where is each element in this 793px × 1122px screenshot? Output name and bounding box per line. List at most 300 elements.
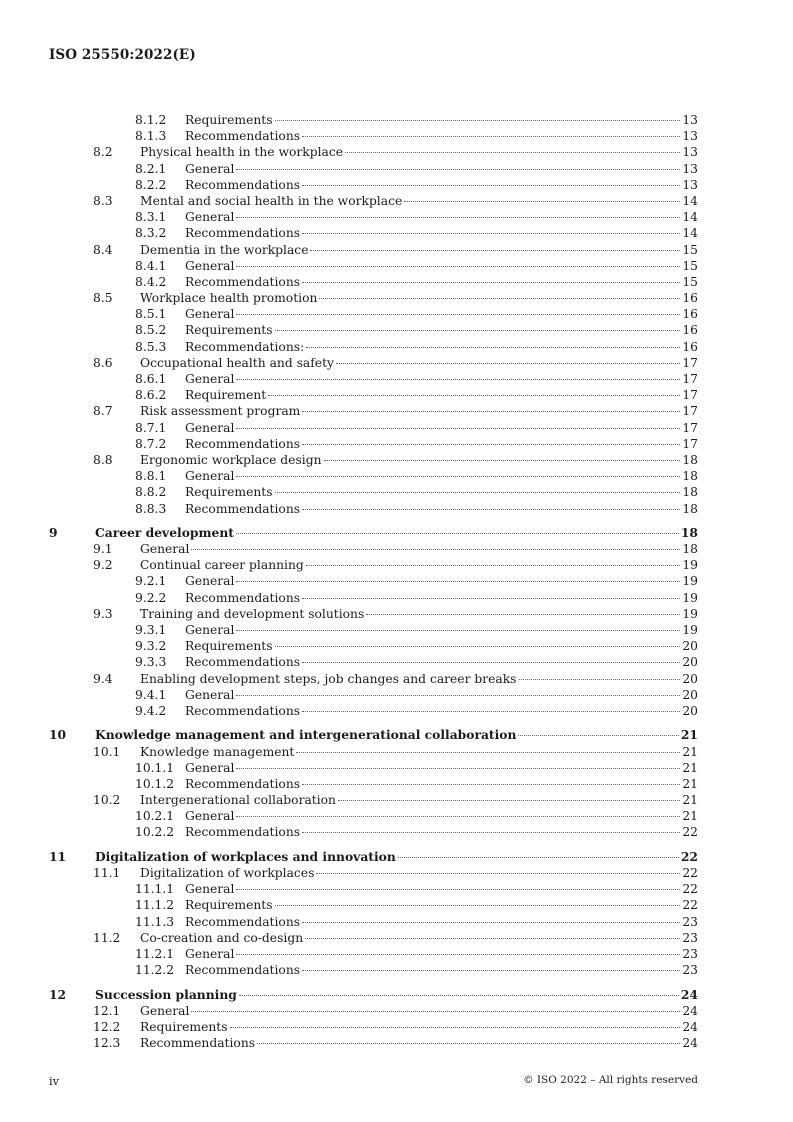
toc-entry[interactable] bbox=[0, 193, 793, 209]
toc-entry-title: General bbox=[185, 420, 235, 435]
toc-entry-title: General bbox=[185, 809, 235, 824]
toc-entry-title: Digitalization of workplaces bbox=[140, 866, 315, 880]
toc-entry-number: 11.1.2 bbox=[135, 898, 175, 913]
toc-entry-page: 17 bbox=[682, 355, 698, 370]
toc-entry-line bbox=[95, 987, 698, 1003]
toc-entry-page: 22 bbox=[682, 898, 698, 913]
toc-entry[interactable] bbox=[0, 322, 793, 338]
toc-entry-page: 22 bbox=[680, 848, 698, 864]
toc-entry-title: Training and development solutions bbox=[140, 606, 365, 621]
toc-entry-page: 18 bbox=[680, 524, 698, 540]
dot-leader bbox=[230, 1027, 681, 1028]
toc-entry-page: 21 bbox=[682, 793, 698, 808]
toc-entry-number: 8.6 bbox=[93, 355, 113, 370]
toc-entry-line bbox=[140, 290, 698, 306]
toc-entry[interactable] bbox=[0, 865, 793, 881]
toc-entry-number: 10 bbox=[49, 727, 67, 743]
toc-entry-line bbox=[185, 760, 698, 776]
toc-entry[interactable] bbox=[0, 687, 793, 703]
toc-entry-title: Recommendations bbox=[185, 129, 301, 144]
page-number-label: iv bbox=[49, 1074, 60, 1088]
dot-leader bbox=[236, 768, 680, 769]
dot-leader bbox=[302, 598, 680, 599]
dot-leader bbox=[302, 922, 680, 923]
toc-entry[interactable] bbox=[0, 881, 793, 897]
toc-entry-line bbox=[185, 274, 698, 290]
toc-entry-title: Knowledge management and intergenerational collaboration bbox=[95, 727, 517, 743]
toc-entry[interactable] bbox=[0, 1003, 793, 1019]
dot-leader bbox=[236, 954, 680, 955]
toc-entry-page: 13 bbox=[682, 177, 698, 192]
toc-entry-title: Recommendations bbox=[185, 501, 301, 516]
toc-entry[interactable] bbox=[0, 177, 793, 193]
toc-entry[interactable] bbox=[0, 161, 793, 177]
toc-entry-page: 24 bbox=[682, 1036, 698, 1051]
toc-entry-number: 8.2 bbox=[93, 145, 113, 160]
dot-leader bbox=[275, 646, 681, 647]
toc-entry-title: Digitalization of workplaces and innovation bbox=[95, 848, 396, 864]
toc-entry[interactable] bbox=[0, 258, 793, 274]
toc-entry[interactable] bbox=[0, 760, 793, 776]
toc-chapter-entry[interactable] bbox=[0, 727, 793, 743]
dot-leader bbox=[306, 565, 681, 566]
toc-entry[interactable] bbox=[0, 703, 793, 719]
toc-entry-title: Mental and social health in the workplace bbox=[140, 193, 403, 208]
toc-entry-line bbox=[185, 468, 698, 484]
copyright-notice: © ISO 2022 – All rights reserved bbox=[523, 1074, 698, 1086]
toc-entry-page: 22 bbox=[682, 882, 698, 897]
dot-leader bbox=[336, 363, 680, 364]
dot-leader bbox=[319, 298, 680, 299]
toc-entry-page: 15 bbox=[682, 274, 698, 289]
toc-entry[interactable] bbox=[0, 290, 793, 306]
toc-entry-title: Requirements bbox=[185, 639, 273, 654]
toc-entry-title: Enabling development steps, job changes and career breaks bbox=[140, 671, 517, 686]
toc-entry-page: 17 bbox=[682, 404, 698, 419]
toc-entry-title: Requirements bbox=[140, 1019, 228, 1034]
dot-leader bbox=[236, 379, 680, 380]
toc-entry-line bbox=[140, 865, 698, 881]
toc-entry-line bbox=[185, 881, 698, 897]
dot-leader bbox=[236, 695, 680, 696]
toc-entry[interactable] bbox=[0, 776, 793, 792]
toc-entry-page: 22 bbox=[682, 866, 698, 880]
dot-leader bbox=[236, 581, 680, 582]
toc-entry-page: 21 bbox=[682, 809, 698, 824]
toc-entry-page: 20 bbox=[682, 671, 698, 686]
toc-entry-number: 9.3.1 bbox=[135, 623, 167, 637]
toc-entry-page: 24 bbox=[680, 986, 698, 1002]
toc-entry-title: General bbox=[185, 210, 235, 225]
toc-entry-number: 8.5.1 bbox=[135, 307, 167, 322]
toc-entry-title: Occupational health and safety bbox=[140, 355, 334, 370]
toc-entry-title: General bbox=[185, 687, 235, 702]
toc-entry-title: Recommendations bbox=[185, 825, 301, 840]
toc-entry-page: 17 bbox=[682, 436, 698, 451]
toc-entry-line bbox=[140, 403, 698, 419]
toc-entry-number: 8.3.2 bbox=[135, 226, 167, 241]
toc-entry-page: 18 bbox=[682, 485, 698, 500]
toc-entry[interactable] bbox=[0, 144, 793, 160]
toc-chapter-entry[interactable] bbox=[0, 987, 793, 1003]
toc-entry[interactable] bbox=[0, 306, 793, 322]
toc-entry-page: 14 bbox=[682, 210, 698, 225]
toc-entry-title: Recommendations bbox=[185, 177, 301, 192]
dot-leader bbox=[236, 816, 680, 817]
toc-entry-number: 9.3 bbox=[93, 606, 113, 621]
toc-entry-number: 8.1.2 bbox=[135, 113, 167, 127]
toc-entry-title: Requirements bbox=[185, 323, 273, 338]
toc-entry-line bbox=[140, 606, 698, 622]
toc-entry-title: Succession planning bbox=[95, 986, 237, 1002]
dot-leader bbox=[236, 533, 679, 534]
toc-entry[interactable] bbox=[0, 824, 793, 840]
toc-entry-page: 17 bbox=[682, 388, 698, 403]
toc-entry-title: Recommendations bbox=[185, 776, 301, 791]
toc-entry-page: 18 bbox=[682, 452, 698, 467]
dot-leader bbox=[302, 509, 680, 510]
toc-entry-number: 8.5 bbox=[93, 291, 113, 306]
dot-leader bbox=[275, 330, 681, 331]
dot-leader bbox=[302, 136, 680, 137]
toc-entry-line bbox=[185, 177, 698, 193]
toc-entry[interactable] bbox=[0, 946, 793, 962]
toc-entry[interactable] bbox=[0, 622, 793, 638]
toc-entry-line bbox=[185, 962, 698, 978]
toc-chapter-entry[interactable] bbox=[0, 849, 793, 865]
toc-entry-line bbox=[185, 258, 698, 274]
toc-entry-page: 19 bbox=[682, 558, 698, 573]
toc-entry-title: Recommendations bbox=[185, 963, 301, 978]
toc-entry[interactable] bbox=[0, 654, 793, 670]
toc-entry-title: Recommendations bbox=[185, 914, 301, 929]
toc-entry-line bbox=[185, 687, 698, 703]
toc-entry-number: 8.8.3 bbox=[135, 501, 167, 516]
toc-entry-number: 9.4.1 bbox=[135, 687, 167, 702]
toc-entry-line bbox=[140, 452, 698, 468]
toc-entry[interactable] bbox=[0, 452, 793, 468]
toc-entry-title: Continual career planning bbox=[140, 558, 304, 573]
toc-entry-number: 8.4.1 bbox=[135, 258, 167, 273]
dot-leader bbox=[398, 857, 679, 858]
toc-entry-number: 9.3.3 bbox=[135, 655, 167, 670]
toc-entry-number: 8.7.2 bbox=[135, 436, 167, 451]
toc-entry[interactable] bbox=[0, 897, 793, 913]
toc-entry[interactable] bbox=[0, 403, 793, 419]
toc-entry[interactable] bbox=[0, 209, 793, 225]
toc-entry-line bbox=[140, 355, 698, 371]
toc-entry-title: Risk assessment program bbox=[140, 404, 301, 419]
toc-entry-number: 8.7.1 bbox=[135, 420, 167, 435]
toc-entry[interactable] bbox=[0, 225, 793, 241]
toc-entry-line bbox=[185, 946, 698, 962]
dot-leader bbox=[191, 549, 680, 550]
toc-entry-number: 11 bbox=[49, 848, 67, 864]
toc-entry[interactable] bbox=[0, 541, 793, 557]
dot-leader bbox=[302, 411, 680, 412]
toc-entry-line bbox=[185, 484, 698, 500]
toc-entry-number: 8.8.1 bbox=[135, 469, 167, 484]
dot-leader bbox=[305, 938, 680, 939]
toc-entry-page: 15 bbox=[682, 258, 698, 273]
toc-entry-number: 12.2 bbox=[93, 1019, 121, 1034]
toc-entry-line bbox=[185, 322, 698, 338]
toc-entry-line bbox=[185, 387, 698, 403]
toc-entry[interactable] bbox=[0, 638, 793, 654]
toc-entry-title: Workplace health promotion bbox=[140, 291, 318, 306]
toc-entry-number: 8.6.2 bbox=[135, 388, 167, 403]
dot-leader bbox=[236, 630, 680, 631]
dot-leader bbox=[257, 1043, 680, 1044]
toc-entry-page: 19 bbox=[682, 623, 698, 637]
toc-entry-line bbox=[185, 128, 698, 144]
toc-entry[interactable] bbox=[0, 744, 793, 760]
toc-entry-title: General bbox=[185, 760, 235, 775]
toc-entry[interactable] bbox=[0, 606, 793, 622]
toc-entry[interactable] bbox=[0, 573, 793, 589]
toc-entry-line bbox=[95, 727, 698, 743]
toc-entry-title: Intergenerational collaboration bbox=[140, 793, 336, 808]
toc-entry-line bbox=[185, 776, 698, 792]
toc-entry[interactable] bbox=[0, 420, 793, 436]
toc-entry[interactable] bbox=[0, 468, 793, 484]
dot-leader bbox=[296, 752, 680, 753]
toc-entry-number: 8.1.3 bbox=[135, 129, 167, 144]
toc-entry-title: General bbox=[185, 469, 235, 484]
toc-entry[interactable] bbox=[0, 590, 793, 606]
dot-leader bbox=[275, 492, 681, 493]
dot-leader bbox=[519, 679, 681, 680]
toc-entry-number: 8.6.1 bbox=[135, 372, 167, 386]
toc-entry-page: 16 bbox=[682, 339, 698, 354]
toc-entry-page: 16 bbox=[682, 291, 698, 306]
toc-entry[interactable] bbox=[0, 387, 793, 403]
toc-entry-number: 9.4 bbox=[93, 671, 113, 686]
dot-leader bbox=[191, 1011, 680, 1012]
toc-entry-line bbox=[185, 306, 698, 322]
toc-entry[interactable] bbox=[0, 1035, 793, 1051]
toc-entry-line bbox=[140, 744, 698, 760]
dot-leader bbox=[302, 662, 680, 663]
toc-entry[interactable] bbox=[0, 112, 793, 128]
dot-leader bbox=[324, 460, 681, 461]
toc-entry-page: 20 bbox=[682, 639, 698, 654]
dot-leader bbox=[316, 873, 680, 874]
toc-entry-number: 11.1.1 bbox=[135, 882, 175, 897]
toc-entry[interactable] bbox=[0, 962, 793, 978]
toc-entry-page: 19 bbox=[682, 574, 698, 589]
toc-entry-line bbox=[185, 573, 698, 589]
toc-entry-title: General bbox=[185, 623, 235, 637]
toc-entry-page: 19 bbox=[682, 606, 698, 621]
toc-entry-number: 12.3 bbox=[93, 1036, 121, 1051]
toc-entry[interactable] bbox=[0, 484, 793, 500]
toc-entry-title: Recommendations bbox=[185, 590, 301, 605]
toc-entry[interactable] bbox=[0, 436, 793, 452]
toc-entry[interactable] bbox=[0, 371, 793, 387]
toc-entry-title: General bbox=[185, 372, 235, 386]
toc-entry-page: 17 bbox=[682, 420, 698, 435]
toc-entry-page: 20 bbox=[682, 687, 698, 702]
dot-leader bbox=[345, 152, 680, 153]
toc-entry-number: 8.7 bbox=[93, 404, 113, 419]
toc-entry-number: 9.4.2 bbox=[135, 703, 167, 718]
toc-entry-number: 9.2.2 bbox=[135, 590, 167, 605]
toc-entry-title: General bbox=[185, 307, 235, 322]
toc-entry-line bbox=[95, 849, 698, 865]
dot-leader bbox=[366, 614, 680, 615]
toc-entry-title: Recommendations bbox=[185, 703, 301, 718]
toc-entry-number: 8.4 bbox=[93, 242, 113, 257]
toc-entry-title: Physical health in the workplace bbox=[140, 145, 344, 160]
toc-entry[interactable] bbox=[0, 808, 793, 824]
dot-leader bbox=[302, 832, 680, 833]
toc-entry[interactable] bbox=[0, 671, 793, 687]
toc-entry-page: 21 bbox=[682, 744, 698, 759]
toc-entry[interactable] bbox=[0, 914, 793, 930]
toc-entry-title: Knowledge management bbox=[140, 744, 295, 759]
dot-leader bbox=[306, 347, 680, 348]
toc-entry-title: Requirements bbox=[185, 485, 273, 500]
toc-entry-page: 16 bbox=[682, 323, 698, 338]
toc-entry-number: 10.1.1 bbox=[135, 760, 175, 775]
toc-entry[interactable] bbox=[0, 930, 793, 946]
dot-leader bbox=[236, 428, 680, 429]
toc-entry-line bbox=[185, 897, 698, 913]
dot-leader bbox=[302, 711, 680, 712]
toc-entry-title: General bbox=[185, 574, 235, 589]
toc-entry-page: 18 bbox=[682, 469, 698, 484]
toc-entry[interactable] bbox=[0, 242, 793, 258]
toc-entry-page: 13 bbox=[682, 161, 698, 176]
toc-entry-line bbox=[185, 225, 698, 241]
toc-entry-title: Recommendations bbox=[185, 226, 301, 241]
toc-entry[interactable] bbox=[0, 1019, 793, 1035]
dot-leader bbox=[302, 444, 680, 445]
toc-entry-number: 8.3 bbox=[93, 193, 113, 208]
toc-entry-line bbox=[185, 420, 698, 436]
toc-entry-page: 23 bbox=[682, 946, 698, 961]
toc-entry-line bbox=[185, 638, 698, 654]
toc-entry-title: Requirements bbox=[185, 113, 273, 127]
toc-entry-page: 16 bbox=[682, 307, 698, 322]
toc-entry-line bbox=[140, 557, 698, 573]
toc-entry[interactable] bbox=[0, 339, 793, 355]
toc-entry-number: 8.3.1 bbox=[135, 210, 167, 225]
dot-leader bbox=[236, 169, 680, 170]
toc-entry-line bbox=[185, 112, 698, 128]
toc-entry-title: General bbox=[185, 161, 235, 176]
dot-leader bbox=[236, 266, 680, 267]
dot-leader bbox=[302, 282, 680, 283]
toc-entry-line bbox=[185, 914, 698, 930]
toc-entry[interactable] bbox=[0, 355, 793, 371]
document-id-header: ISO 25550:2022(E) bbox=[49, 47, 196, 63]
toc-entry-title: Requirements bbox=[185, 898, 273, 913]
toc-entry[interactable] bbox=[0, 501, 793, 517]
toc-entry-page: 24 bbox=[682, 1003, 698, 1018]
toc-entry-number: 11.2.1 bbox=[135, 946, 175, 961]
toc-entry-title: Recommendations bbox=[185, 655, 301, 670]
toc-entry-page: 13 bbox=[682, 129, 698, 144]
toc-entry-line bbox=[185, 703, 698, 719]
dot-leader bbox=[275, 905, 681, 906]
toc-entry-line bbox=[140, 1019, 698, 1035]
toc-entry-line bbox=[140, 193, 698, 209]
toc-entry-number: 9 bbox=[49, 524, 58, 540]
toc-entry-page: 18 bbox=[682, 501, 698, 516]
toc-entry-page: 13 bbox=[682, 145, 698, 160]
dot-leader bbox=[275, 120, 681, 121]
toc-entry-page: 14 bbox=[682, 226, 698, 241]
toc-entry-page: 21 bbox=[682, 776, 698, 791]
toc-entry-number: 10.2 bbox=[93, 793, 121, 808]
toc-entry-line bbox=[185, 371, 698, 387]
toc-entry[interactable] bbox=[0, 557, 793, 573]
toc-entry-title: General bbox=[185, 946, 235, 961]
toc-entry-title: Recommendations bbox=[185, 436, 301, 451]
toc-entry-line bbox=[140, 541, 698, 557]
toc-entry-page: 23 bbox=[682, 963, 698, 978]
toc-entry-title: Ergonomic workplace design bbox=[140, 452, 322, 467]
toc-entry-number: 11.2.2 bbox=[135, 963, 175, 978]
toc-entry-page: 18 bbox=[682, 542, 698, 557]
dot-leader bbox=[338, 800, 680, 801]
toc-entry-number: 8.8 bbox=[93, 452, 113, 467]
toc-entry-number: 10.1.2 bbox=[135, 776, 175, 791]
toc-entry-title: General bbox=[140, 542, 190, 557]
toc-entry[interactable] bbox=[0, 274, 793, 290]
toc-entry[interactable] bbox=[0, 128, 793, 144]
toc-entry[interactable] bbox=[0, 792, 793, 808]
toc-entry-page: 24 bbox=[682, 1019, 698, 1034]
toc-entry-line bbox=[140, 242, 698, 258]
toc-entry-number: 9.2.1 bbox=[135, 574, 167, 589]
toc-entry-number: 11.2 bbox=[93, 930, 121, 945]
toc-entry-line bbox=[185, 622, 698, 638]
toc-chapter-entry[interactable] bbox=[0, 525, 793, 541]
toc-entry-title: General bbox=[185, 882, 235, 897]
toc-entry-line bbox=[185, 590, 698, 606]
toc-entry-page: 15 bbox=[682, 242, 698, 257]
toc-entry-page: 22 bbox=[682, 825, 698, 840]
toc-entry-number: 10.2.2 bbox=[135, 825, 175, 840]
toc-entry-page: 21 bbox=[680, 727, 698, 743]
toc-entry-line bbox=[185, 808, 698, 824]
toc-entry-page: 23 bbox=[682, 930, 698, 945]
toc-entry-line bbox=[185, 436, 698, 452]
toc-entry-title: Recommendations bbox=[185, 274, 301, 289]
toc-entry-number: 8.8.2 bbox=[135, 485, 167, 500]
toc-entry-number: 11.1.3 bbox=[135, 914, 175, 929]
dot-leader bbox=[268, 395, 680, 396]
toc-entry-line bbox=[140, 671, 698, 687]
toc-entry-number: 12 bbox=[49, 986, 67, 1002]
toc-entry-page: 21 bbox=[682, 760, 698, 775]
toc-entry-line bbox=[185, 824, 698, 840]
toc-entry-line bbox=[140, 792, 698, 808]
toc-entry-title: Recommendations bbox=[140, 1036, 256, 1051]
toc-entry-number: 10.2.1 bbox=[135, 809, 175, 824]
toc-entry-line bbox=[185, 654, 698, 670]
toc-entry-number: 8.2.1 bbox=[135, 161, 167, 176]
toc-entry-page: 14 bbox=[682, 193, 698, 208]
toc-entry-line bbox=[185, 161, 698, 177]
toc-entry-line bbox=[140, 144, 698, 160]
toc-entry-line bbox=[140, 1003, 698, 1019]
page-footer bbox=[49, 1074, 698, 1088]
dot-leader bbox=[310, 250, 680, 251]
